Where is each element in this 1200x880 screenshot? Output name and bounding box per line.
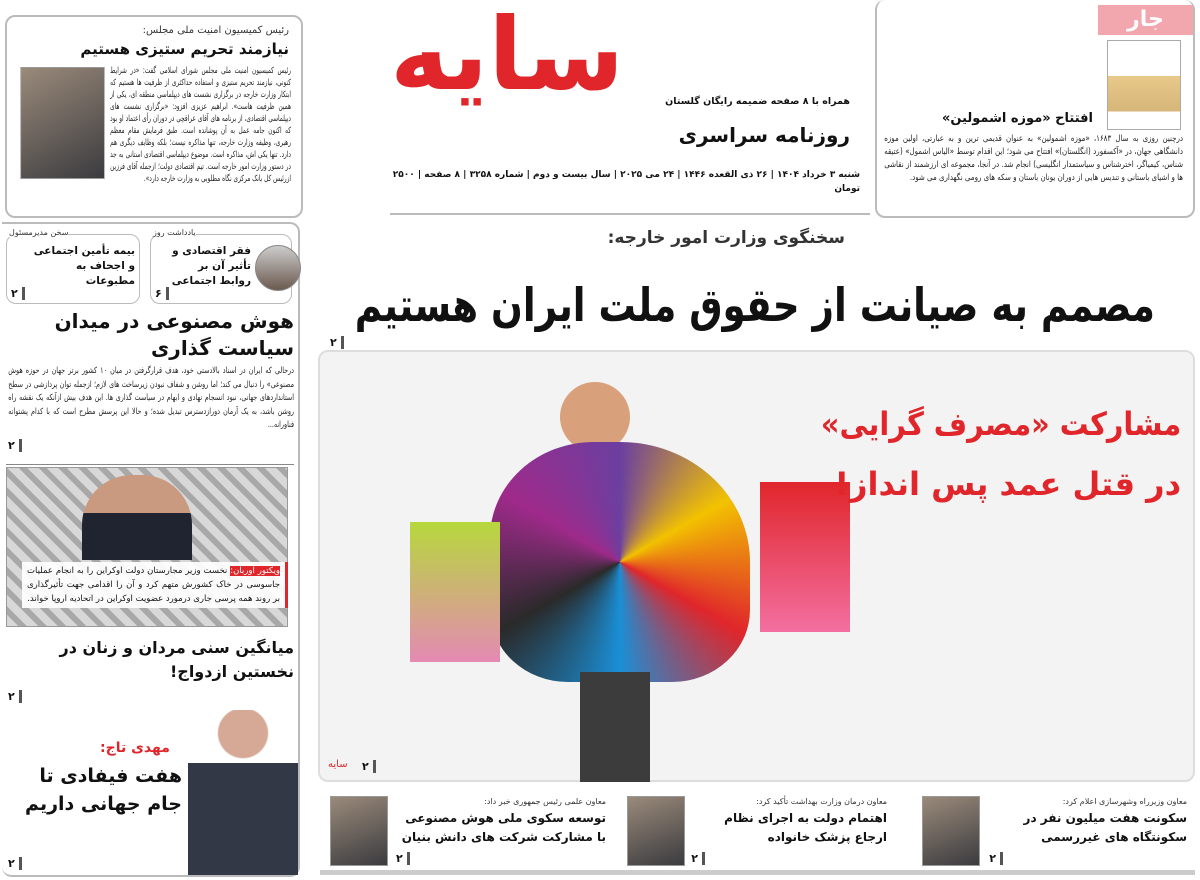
page-ref: ۲ <box>362 760 376 773</box>
museum-thumbnail <box>1107 40 1181 130</box>
page-ref: ۲ <box>330 336 344 349</box>
masthead-subtitle: روزنامه سراسری <box>678 123 850 147</box>
page-ref: ۲ <box>8 690 22 703</box>
masthead <box>370 0 870 222</box>
bottom-item <box>615 790 895 870</box>
kicker: سخن مدیرمسئول <box>9 228 69 237</box>
taj-headline: هفت فیفادی تا جام جهانی داریم <box>25 765 182 815</box>
caption-text: نخست وزیر مجارستان دولت اوکراین را به انجام عملیات جاسوسی در خاک کشورش متهم کرد و آن را اقدامی جهت تأثیرگذاری بر روند همه پرسی جاری درمورد عضویت اوکراین در اتحادیه اروپا خواند. <box>27 566 280 604</box>
supplement-note: همراه با ۸ صفحه ضمیمه رایگان گلستان <box>665 96 850 107</box>
photo-official <box>627 796 685 866</box>
headline: سکونت هفت میلیون نفر در سکونتگاه های غیررسمی <box>1023 811 1187 844</box>
photo-azizi <box>20 67 104 179</box>
headline: اهتمام دولت به اجرای نظام ارجاع پزشک خانواده <box>724 811 887 844</box>
divider <box>390 213 870 215</box>
headline: توسعه سکوی ملی هوش مصنوعی با مشارکت شرکت های دانش بنیان <box>401 811 606 844</box>
lead-kicker: سخنگوی وزارت امور خارجه: <box>607 228 845 248</box>
page-ref: ۲ <box>8 857 22 870</box>
ai-article <box>8 308 294 453</box>
photo-official <box>922 796 980 866</box>
page-ref: ۲ <box>691 852 705 865</box>
article-body: درچنین روزی به سال ۱۶۸۳، «موزه اشمولین» به عنوان قدیمی ترین و به عبارتی، اولین موزه دانشگاهی جهان، در «آکسفورد (انگلستان)» افتتاح می شود؛ این اقدام توسط «الیاس اشمول» (عتیقه شناس، کیمیاگر، اخترشناس و سیاستمدار انگلیسی) انجام شد. در آنجا، مجموعه ای ارزشمند از نقاشی ها و اشیای باستانی و تندیس هایی از دوران یونان باستان و سکه های رومی نگهداری می شود. <box>884 134 1183 183</box>
headline: افتتاح «موزه اشمولین» <box>941 111 1093 126</box>
bottom-row <box>320 790 1195 875</box>
kicker: معاون علمی رئیس جمهوری خبر داد: <box>484 797 606 806</box>
orban-caption <box>22 562 288 608</box>
page-ref: ۲ <box>11 287 25 300</box>
article-body-wrap <box>16 65 291 185</box>
page-ref: ۲ <box>396 852 410 865</box>
page-ref: ۲ <box>8 439 22 452</box>
headline: بیمه تأمین اجتماعی و اجحاف به مطبوعات <box>33 245 135 287</box>
headline: فقر اقتصادی و تأثیر آن بر روابط اجتماعی <box>171 245 251 287</box>
newspaper-logo: سایه <box>390 0 625 113</box>
page-ref: ۶ <box>155 287 169 300</box>
dateline: شنبه ۳ خرداد ۱۴۰۴ | ۲۶ ذی القعده ۱۴۴۶ | ۲۴ می ۲۰۲۵ | سال بیست و دوم | شماره ۳۲۵۸ | ۸ صفحه | ۲۵۰۰ تومان <box>392 170 860 194</box>
page-ref: ۲ <box>989 852 1003 865</box>
kicker: معاون درمان وزارت بهداشت تأکید کرد: <box>756 797 887 806</box>
kicker: معاون وزیرراه وشهرسازی اعلام کرد: <box>1062 797 1187 806</box>
hero-title-2: در قتل عمد پس انداز! <box>834 465 1181 503</box>
top-left-article <box>5 15 303 218</box>
hero-logo: سایه <box>328 759 348 770</box>
section-tab-label: جار <box>1127 7 1164 32</box>
kicker: یادداشت روز <box>153 228 196 237</box>
hero-title-1: مشارکت «مصرف گرایی» <box>820 405 1181 443</box>
kicker: رئیس کمیسیون امنیت ملی مجلس: <box>142 25 289 36</box>
section-tab <box>1098 5 1193 35</box>
top-right-article <box>875 0 1195 218</box>
hero-image <box>318 350 1195 782</box>
photo-official <box>330 796 388 866</box>
bottom-item <box>320 790 610 870</box>
ai-headline: هوش مصنوعی در میدان سیاست گذاری <box>54 309 294 360</box>
divider <box>6 464 294 465</box>
article-body: رئیس کمیسیون امنیت ملی مجلس شورای اسلامی گفت: «در شرایط کنونی، نیازمند تحریم ستیزی و استفاده حداکثری از ظرفیت ها هستیم که ابتکار وزارت خارجه در برگزاری نشست های دیپلماسی منطقه ای، یکی از همین ظرفیت هاست». ابراهیم عزیزی افزود: «برگزاری نشست های دیپلماسی اقتصادی، از برنامه های آقای عراقچی در دوران رأی اعتماد او بود که اکنون جامه عمل به آن پوشانده است. طبق فرمایش مقام معظم رهبری، وظیفه وزارت خارجه، تنها مذاکره نیست؛ بلکه وظایف دیگری هم دارد. تنها یکی اش، مذاکره است. موضوع دیپلماسی اقتصادی استانی به جد در دستور وزارت امور خارجه است. تیم اقتصادی دولت؛ ازجمله آقای فرزین ازرئیس کل بانک مرکزی نگاه مطلوبی به وزارت خارجه دارد». <box>110 66 292 184</box>
orban-figure <box>82 475 192 560</box>
ai-body: درحالی که ایران در اسناد بالادستی خود، هدف قرارگرفتن در میان ۱۰ کشور برتر جهان در حوزه هوش مصنوعی» را دنبال می کند؛ اما روشن و شفاف نبودن زیرساخت های لازم؛ ازجمله توان پردازشی در سطح استانداردهای جهانی، نبود انسجام نهادی و ابهام در سیاست گذاری ها. این هدف بیش ازآنکه یک نقشه راه روشن باشد، به یک آرمان دورازدسترس تبدیل شده؛ و حالا این پرسش مطرح است که با کدام پشتوانه فناورانه... <box>8 366 295 430</box>
taj-kicker: مهدی تاج: <box>100 740 170 756</box>
author-avatar <box>255 245 301 291</box>
bottom-item <box>915 790 1195 870</box>
daily-note-box <box>150 228 292 304</box>
lead-headline: مصمم به صیانت از حقوق ملت ایران هستیم <box>354 278 1155 332</box>
caption-name: ویکتور اوربان: <box>230 566 280 576</box>
marriage-headline: میانگین سنی مردان و زنان در نخستین ازدواج! <box>59 638 294 681</box>
shopper-illustration <box>410 382 810 782</box>
photo-taj <box>188 710 298 875</box>
editorial-box <box>6 228 140 304</box>
headline: نیازمند تحریم ستیزی هستیم <box>80 40 289 58</box>
